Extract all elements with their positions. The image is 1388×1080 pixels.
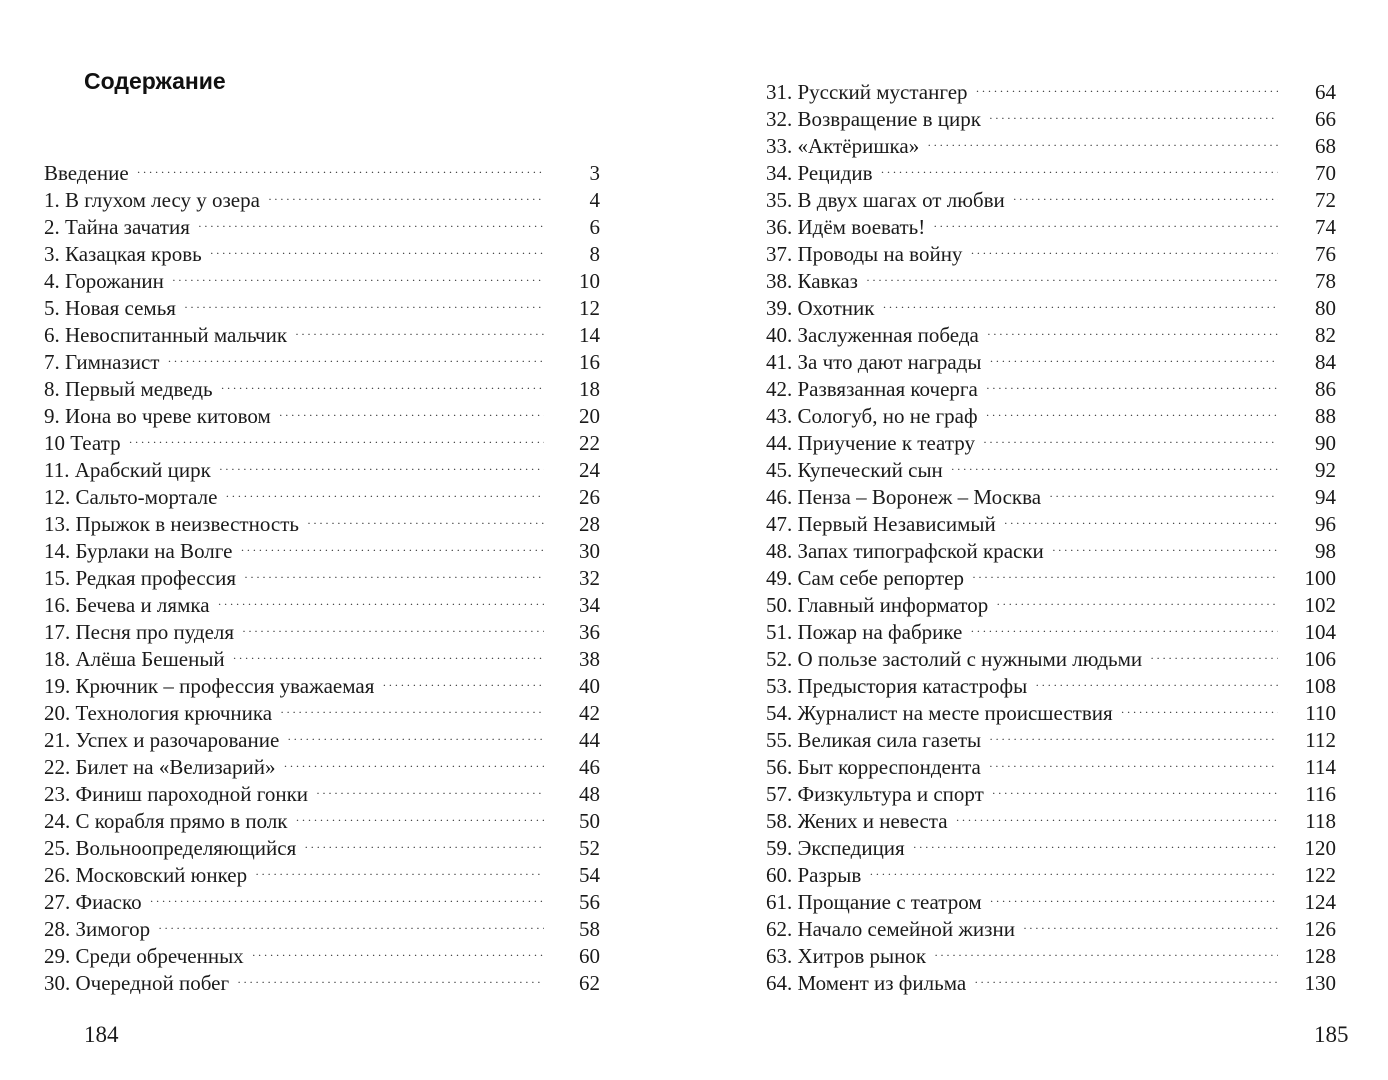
toc-entry-title: 16. Бечева и лямка [44, 593, 210, 617]
toc-entry-title: 8. Первый медведь [44, 377, 213, 401]
toc-entry-page: 40 [579, 674, 600, 698]
dot-leader [956, 814, 1278, 826]
toc-entry-page: 114 [1305, 755, 1336, 779]
toc-entry-title: 45. Купеческий сын [766, 458, 943, 482]
dot-leader [237, 976, 544, 988]
toc-entry-page: 122 [1304, 863, 1336, 887]
toc-entry [766, 970, 1336, 997]
toc-entry-page: 118 [1305, 809, 1336, 833]
toc-entry [44, 538, 600, 565]
toc-entry-page: 64 [1315, 80, 1336, 104]
dot-leader [280, 706, 544, 718]
toc-entry-page: 86 [1315, 377, 1336, 401]
dot-leader [268, 193, 544, 205]
toc-entry-page: 38 [579, 647, 600, 671]
toc-entry [766, 754, 1336, 781]
toc-entry-page: 78 [1315, 269, 1336, 293]
toc-entry [44, 943, 600, 970]
toc-entry-page: 56 [579, 890, 600, 914]
dot-leader [225, 490, 544, 502]
dot-leader [951, 463, 1278, 475]
toc-entry [44, 187, 600, 214]
toc-entry-title: 20. Технология крючника [44, 701, 273, 725]
toc-entry-title: 27. Фиаско [44, 890, 142, 914]
toc-entry-page: 68 [1315, 134, 1336, 158]
toc-entry [44, 646, 600, 673]
toc-entry [766, 187, 1336, 214]
toc-entry [766, 79, 1336, 106]
toc-entry-title: 50. Главный информатор [766, 593, 989, 617]
toc-entry [44, 754, 600, 781]
toc-entry-page: 80 [1315, 296, 1336, 320]
toc-entry-page: 18 [579, 377, 600, 401]
toc-entry-title: 35. В двух шагах от любви [766, 188, 1005, 212]
toc-entry-page: 126 [1304, 917, 1336, 941]
toc-entry [766, 160, 1336, 187]
dot-leader [1013, 193, 1278, 205]
toc-entry-title: 6. Невоспитанный мальчик [44, 323, 288, 347]
toc-entry-page: 10 [579, 269, 600, 293]
contents-heading: Содержание [84, 68, 226, 94]
toc-entry [766, 781, 1336, 808]
dot-leader [158, 922, 544, 934]
dot-leader [296, 814, 544, 826]
toc-entry-page: 100 [1304, 566, 1336, 590]
toc-entry-title: 38. Кавказ [766, 269, 858, 293]
toc-entry [766, 295, 1336, 322]
toc-entry [766, 862, 1336, 889]
toc-entry-title: 34. Рецидив [766, 161, 873, 185]
toc-entry-title: 63. Хитров рынок [766, 944, 927, 968]
toc-entry-page: 8 [589, 242, 600, 266]
dot-leader [283, 760, 544, 772]
toc-entry-page: 128 [1304, 944, 1336, 968]
toc-entry-title: 3. Казацкая кровь [44, 242, 202, 266]
toc-entry [766, 835, 1336, 862]
toc-entry [766, 916, 1336, 943]
toc-entry-page: 104 [1304, 620, 1336, 644]
toc-entry-title: 47. Первый Независимый [766, 512, 996, 536]
dot-leader [382, 679, 544, 691]
toc-entry-page: 98 [1315, 539, 1336, 563]
toc-entry [44, 619, 600, 646]
toc-entry [44, 457, 600, 484]
dot-leader [987, 328, 1278, 340]
dot-leader [307, 517, 544, 529]
toc-entry [44, 889, 600, 916]
dot-leader [983, 436, 1278, 448]
dot-leader [1035, 679, 1278, 691]
dot-leader [913, 841, 1278, 853]
toc-entry-title: 12. Сальто-мортале [44, 485, 218, 509]
dot-leader [1004, 517, 1278, 529]
toc-entry-page: 66 [1315, 107, 1336, 131]
dot-leader [255, 868, 544, 880]
dot-leader [869, 868, 1278, 880]
toc-entry [766, 565, 1336, 592]
toc-entry-page: 90 [1315, 431, 1336, 455]
dot-leader [1052, 544, 1278, 556]
dot-leader [989, 112, 1278, 124]
toc-entry-page: 74 [1315, 215, 1336, 239]
toc-entry-title: 7. Гимназист [44, 350, 160, 374]
toc-entry-title: 24. С корабля прямо в полк [44, 809, 288, 833]
toc-entry-title: 48. Запах типографской краски [766, 539, 1044, 563]
toc-entry [766, 106, 1336, 133]
toc-entry-page: 12 [579, 296, 600, 320]
toc-entry-page: 26 [579, 485, 600, 509]
toc-entry-title: 61. Прощание с театром [766, 890, 982, 914]
toc-entry [44, 214, 600, 241]
toc-entry-title: 1. В глухом лесу у озера [44, 188, 260, 212]
toc-entry-title: 55. Великая сила газеты [766, 728, 982, 752]
toc-entry-page: 84 [1315, 350, 1336, 374]
right-page [694, 0, 1388, 1080]
toc-entry-title: 58. Жених и невеста [766, 809, 948, 833]
dot-leader [240, 544, 544, 556]
toc-entry [44, 241, 600, 268]
toc-entry-title: 25. Вольноопределяющийся [44, 836, 297, 860]
toc-entry-page: 4 [589, 188, 600, 212]
dot-leader [252, 949, 544, 961]
toc-entry [44, 592, 600, 619]
toc-entry [766, 376, 1336, 403]
toc-entry [766, 268, 1336, 295]
toc-entry [44, 160, 600, 187]
dot-leader [989, 760, 1278, 772]
toc-entry-title: Введение [44, 161, 129, 185]
toc-entry [44, 970, 600, 997]
dot-leader [866, 274, 1278, 286]
toc-entry-title: 23. Финиш пароходной гонки [44, 782, 309, 806]
toc-entry-page: 48 [579, 782, 600, 806]
dot-leader [219, 463, 544, 475]
toc-entry-title: 32. Возвращение в цирк [766, 107, 981, 131]
dot-leader [244, 571, 544, 583]
toc-entry-page: 32 [579, 566, 600, 590]
toc-entry-page: 14 [579, 323, 600, 347]
toc-entry-title: 17. Песня про пуделя [44, 620, 235, 644]
dot-leader [242, 625, 544, 637]
dot-leader [986, 382, 1278, 394]
toc-entry-page: 116 [1305, 782, 1336, 806]
dot-leader [1150, 652, 1278, 664]
dot-leader [990, 895, 1278, 907]
toc-entry [44, 511, 600, 538]
toc-entry-title: 41. За что дают награды [766, 350, 982, 374]
toc-entry-title: 37. Проводы на войну [766, 242, 963, 266]
toc-entry [766, 484, 1336, 511]
toc-list-left [44, 160, 600, 997]
toc-entry-title: 21. Успех и разочарование [44, 728, 280, 752]
toc-entry-page: 124 [1304, 890, 1336, 914]
toc-entry [44, 727, 600, 754]
toc-entry-title: 52. О пользе застолий с нужными людьми [766, 647, 1143, 671]
toc-entry-title: 14. Бурлаки на Волге [44, 539, 233, 563]
toc-entry-title: 42. Развязанная кочерга [766, 377, 978, 401]
dot-leader [221, 382, 544, 394]
dot-leader [295, 328, 544, 340]
toc-entry-title: 4. Горожанин [44, 269, 164, 293]
toc-entry-page: 44 [579, 728, 600, 752]
toc-entry-page: 112 [1305, 728, 1336, 752]
toc-entry-page: 102 [1304, 593, 1336, 617]
toc-entry-title: 43. Сологуб, но не граф [766, 404, 978, 428]
toc-entry-page: 28 [579, 512, 600, 536]
toc-entry-page: 92 [1315, 458, 1336, 482]
dot-leader [137, 166, 544, 178]
toc-entry-title: 31. Русский мустангер [766, 80, 968, 104]
toc-entry-title: 18. Алёша Бешеный [44, 647, 225, 671]
toc-entry-title: 62. Начало семейной жизни [766, 917, 1015, 941]
dot-leader [881, 166, 1278, 178]
toc-entry-title: 33. «Актёришка» [766, 134, 920, 158]
toc-entry-title: 40. Заслуженная победа [766, 323, 979, 347]
toc-entry-title: 56. Быт корреспондента [766, 755, 981, 779]
toc-entry [766, 592, 1336, 619]
dot-leader [972, 571, 1278, 583]
toc-entry [766, 133, 1336, 160]
toc-list-right [766, 79, 1336, 997]
dot-leader [992, 787, 1278, 799]
toc-entry [766, 241, 1336, 268]
toc-entry-title: 22. Билет на «Велизарий» [44, 755, 276, 779]
toc-entry [766, 403, 1336, 430]
toc-entry [766, 943, 1336, 970]
toc-entry [766, 511, 1336, 538]
toc-entry-title: 29. Среди обреченных [44, 944, 244, 968]
dot-leader [933, 220, 1278, 232]
toc-entry-title: 5. Новая семья [44, 296, 176, 320]
toc-entry-page: 94 [1315, 485, 1336, 509]
toc-entry [766, 457, 1336, 484]
toc-entry [44, 700, 600, 727]
toc-entry [766, 349, 1336, 376]
toc-entry [44, 349, 600, 376]
toc-entry-title: 60. Разрыв [766, 863, 862, 887]
page-number-right: 185 [1314, 1022, 1349, 1047]
toc-entry [44, 862, 600, 889]
toc-entry-title: 13. Прыжок в неизвестность [44, 512, 299, 536]
toc-entry-page: 52 [579, 836, 600, 860]
toc-entry [766, 619, 1336, 646]
toc-entry [44, 376, 600, 403]
toc-entry [44, 322, 600, 349]
toc-entry [766, 214, 1336, 241]
toc-entry-page: 76 [1315, 242, 1336, 266]
dot-leader [129, 436, 544, 448]
toc-entry-title: 53. Предыстория катастрофы [766, 674, 1028, 698]
toc-entry-title: 57. Физкультура и спорт [766, 782, 984, 806]
toc-entry [44, 295, 600, 322]
toc-entry [44, 916, 600, 943]
toc-entry-page: 6 [589, 215, 600, 239]
toc-entry-page: 60 [579, 944, 600, 968]
toc-entry-title: 36. Идём воевать! [766, 215, 926, 239]
dot-leader [218, 598, 544, 610]
toc-entry-title: 15. Редкая профессия [44, 566, 236, 590]
toc-entry [44, 403, 600, 430]
toc-entry-page: 34 [579, 593, 600, 617]
toc-entry-page: 46 [579, 755, 600, 779]
toc-entry-page: 70 [1315, 161, 1336, 185]
dot-leader [172, 274, 544, 286]
toc-entry-title: 59. Экспедиция [766, 836, 905, 860]
toc-entry-title: 11. Арабский цирк [44, 458, 211, 482]
dot-leader [167, 355, 544, 367]
toc-entry [766, 889, 1336, 916]
toc-entry-title: 46. Пенза – Воронеж – Москва [766, 485, 1042, 509]
toc-entry-title: 10 Театр [44, 431, 121, 455]
dot-leader [976, 85, 1278, 97]
toc-entry-page: 106 [1304, 647, 1336, 671]
toc-entry [44, 808, 600, 835]
toc-entry-title: 26. Московский юнкер [44, 863, 248, 887]
toc-entry-title: 64. Момент из фильма [766, 971, 967, 995]
dot-leader [316, 787, 544, 799]
toc-entry-page: 130 [1304, 971, 1336, 995]
toc-entry [44, 835, 600, 862]
toc-entry [44, 430, 600, 457]
dot-leader [1049, 490, 1278, 502]
dot-leader [986, 409, 1278, 421]
dot-leader [934, 949, 1278, 961]
dot-leader [970, 625, 1278, 637]
dot-leader [1023, 922, 1278, 934]
toc-entry-page: 22 [579, 431, 600, 455]
toc-entry-page: 20 [579, 404, 600, 428]
toc-entry-page: 110 [1305, 701, 1336, 725]
dot-leader [304, 841, 544, 853]
toc-entry [766, 673, 1336, 700]
toc-entry-page: 36 [579, 620, 600, 644]
toc-entry [766, 700, 1336, 727]
toc-entry-title: 9. Иона во чреве китовом [44, 404, 271, 428]
toc-entry-page: 62 [579, 971, 600, 995]
toc-entry [44, 673, 600, 700]
toc-entry-page: 120 [1304, 836, 1336, 860]
toc-entry-page: 30 [579, 539, 600, 563]
toc-entry-title: 44. Приучение к театру [766, 431, 975, 455]
toc-entry-page: 82 [1315, 323, 1336, 347]
dot-leader [184, 301, 544, 313]
dot-leader [287, 733, 544, 745]
dot-leader [996, 598, 1278, 610]
toc-entry-title: 28. Зимогор [44, 917, 151, 941]
toc-entry [766, 808, 1336, 835]
dot-leader [279, 409, 544, 421]
toc-entry-page: 54 [579, 863, 600, 887]
dot-leader [1121, 706, 1278, 718]
dot-leader [927, 139, 1278, 151]
dot-leader [198, 220, 544, 232]
toc-entry-title: 51. Пожар на фабрике [766, 620, 963, 644]
toc-entry [44, 781, 600, 808]
toc-entry [766, 538, 1336, 565]
toc-entry-page: 3 [589, 161, 600, 185]
toc-entry-title: 30. Очередной побег [44, 971, 230, 995]
toc-entry [766, 646, 1336, 673]
toc-entry-page: 96 [1315, 512, 1336, 536]
toc-entry [44, 565, 600, 592]
toc-entry-title: 39. Охотник [766, 296, 875, 320]
toc-entry-page: 58 [579, 917, 600, 941]
dot-leader [210, 247, 544, 259]
dot-leader [233, 652, 544, 664]
toc-entry-page: 88 [1315, 404, 1336, 428]
dot-leader [882, 301, 1278, 313]
dot-leader [974, 976, 1278, 988]
dot-leader [970, 247, 1278, 259]
toc-entry-page: 72 [1315, 188, 1336, 212]
toc-entry-title: 54. Журналист на месте происшествия [766, 701, 1113, 725]
toc-entry-title: 2. Тайна зачатия [44, 215, 190, 239]
toc-entry-page: 108 [1304, 674, 1336, 698]
toc-entry-page: 50 [579, 809, 600, 833]
dot-leader [989, 355, 1278, 367]
toc-entry-title: 19. Крючник – профессия уважаемая [44, 674, 375, 698]
toc-entry-page: 16 [579, 350, 600, 374]
toc-entry-page: 24 [579, 458, 600, 482]
toc-entry [766, 322, 1336, 349]
toc-entry-page: 42 [579, 701, 600, 725]
toc-entry-title: 49. Сам себе репортер [766, 566, 965, 590]
page-number-left: 184 [84, 1022, 119, 1047]
toc-entry [766, 727, 1336, 754]
toc-entry [766, 430, 1336, 457]
dot-leader [989, 733, 1278, 745]
dot-leader [150, 895, 544, 907]
toc-entry [44, 268, 600, 295]
toc-entry [44, 484, 600, 511]
